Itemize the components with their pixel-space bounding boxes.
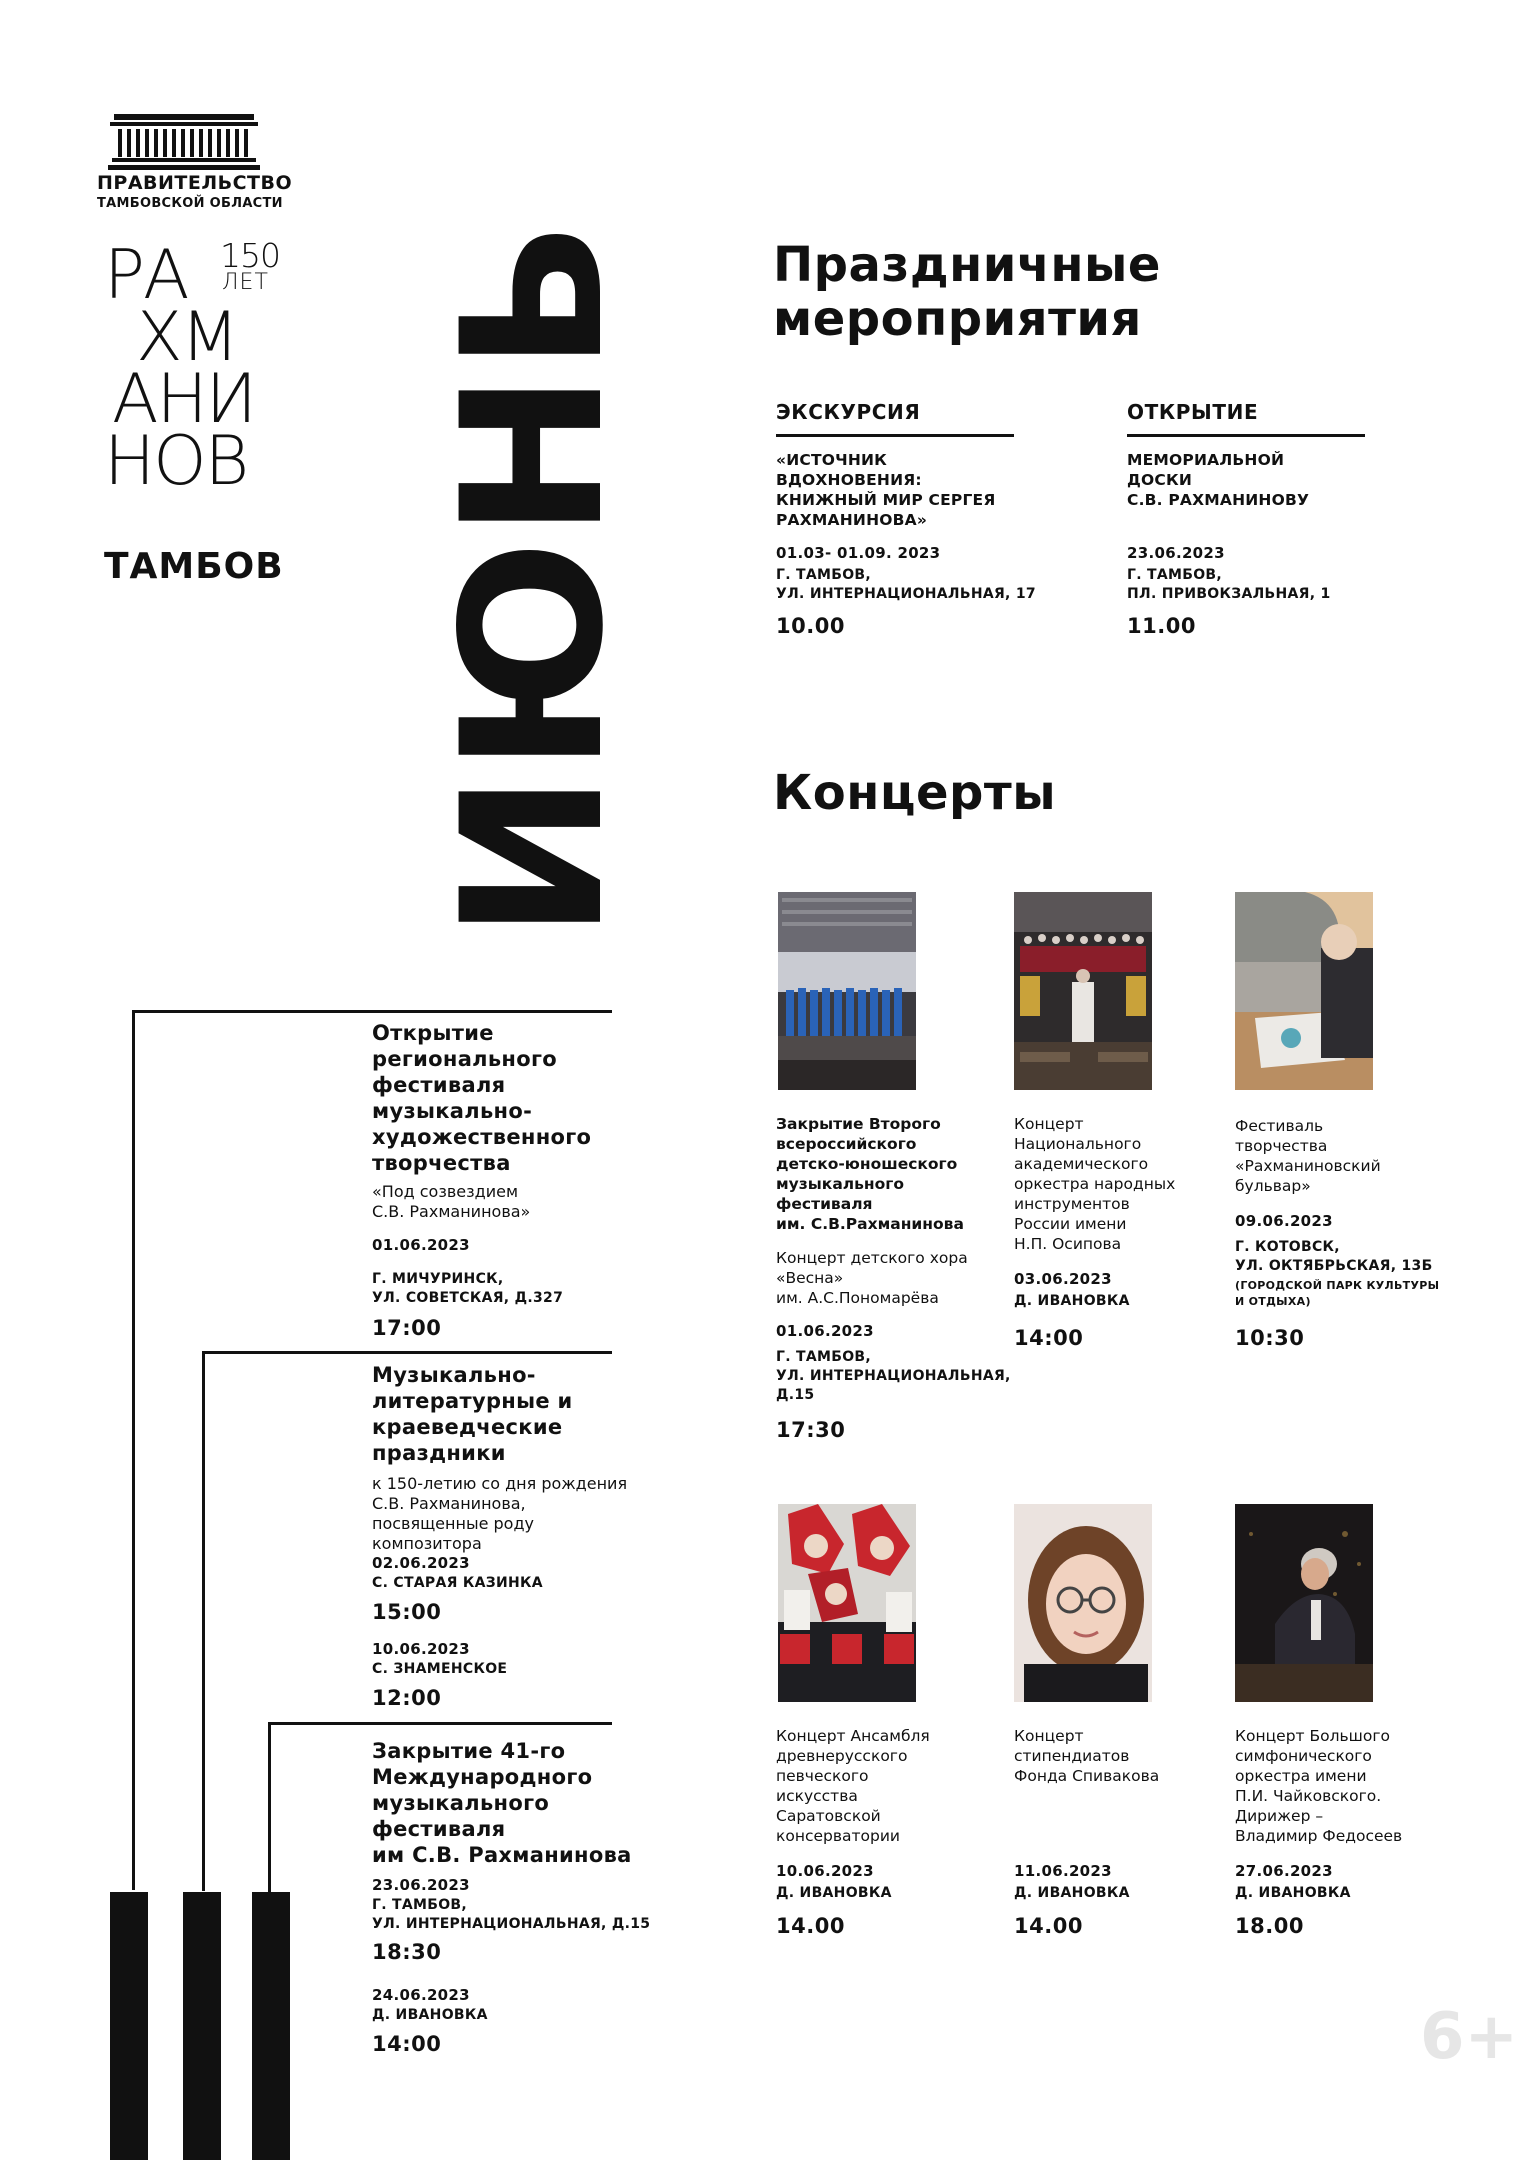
month-text: ИЮНЬ xyxy=(420,239,646,940)
title-line: Национального xyxy=(1014,1135,1142,1153)
title-line: оркестра народных xyxy=(1014,1175,1176,1193)
subtitle-line: к 150-летию со дня рождения xyxy=(372,1474,628,1493)
concert-date: 11.06.2023 xyxy=(1014,1862,1112,1880)
title-line: древнерусского xyxy=(776,1747,908,1765)
left-event-time-1: 15:00 xyxy=(372,1600,442,1624)
title-line: Концерт Ансамбля xyxy=(776,1727,930,1745)
title-line: фестиваля xyxy=(372,1817,506,1841)
concert-address xyxy=(1235,1884,1351,1903)
title-line: бульвар» xyxy=(1235,1177,1311,1195)
concert-title xyxy=(1014,1114,1175,1254)
concert-date: 01.06.2023 xyxy=(776,1322,874,1340)
piano-key-3 xyxy=(252,1892,290,2160)
title-line: музыкально- xyxy=(372,1099,533,1123)
concert-date: 27.06.2023 xyxy=(1235,1862,1333,1880)
subtitle-line: С.В. Рахманинова» xyxy=(372,1202,531,1221)
festive-heading: ОТКРЫТИЕ xyxy=(1127,400,1259,424)
concert-time: 18.00 xyxy=(1235,1914,1304,1938)
left-event-time-2: 12:00 xyxy=(372,1686,442,1710)
festive-text-line: ВДОХНОВЕНИЯ: xyxy=(776,471,922,489)
title-line: литературные и xyxy=(372,1389,573,1413)
address-line: Д. ИВАНОВКА xyxy=(1014,1293,1130,1309)
left-event-date: 01.06.2023 xyxy=(372,1236,470,1254)
festive-text-line: МЕМОРИАЛЬНОЙ xyxy=(1127,451,1285,469)
logo-row-4: НОВ xyxy=(104,422,248,501)
subtitle-line: Концерт детского хора xyxy=(776,1249,968,1267)
concert-address xyxy=(1235,1238,1433,1276)
festive-underline xyxy=(1127,434,1365,437)
concert-photo-conductor xyxy=(1235,1504,1373,1702)
years-word: ЛЕТ xyxy=(222,270,269,295)
concerts-title: Концерты xyxy=(773,765,1057,821)
title-line: Фестиваль xyxy=(1235,1117,1324,1135)
festive-text-line: С.В. РАХМАНИНОВУ xyxy=(1127,491,1310,509)
timeline-vline-2 xyxy=(202,1351,205,1891)
concert-time: 17:30 xyxy=(776,1418,846,1442)
years-number: 150 xyxy=(220,236,280,275)
timeline-hline-1 xyxy=(132,1010,612,1013)
left-event-place-1: С. СТАРАЯ КАЗИНКА xyxy=(372,1575,543,1591)
title-line: певческого xyxy=(776,1767,869,1785)
logo-row-2: ХМ xyxy=(136,298,238,377)
title-line: Владимир Федосеев xyxy=(1235,1827,1403,1845)
city-name: ТАМБОВ xyxy=(104,546,284,587)
left-event-title xyxy=(372,1362,573,1466)
festive-address xyxy=(776,566,1036,604)
timeline-vline-3 xyxy=(268,1722,271,1892)
left-event-date-2: 24.06.2023 xyxy=(372,1986,470,2004)
address-line: Д.15 xyxy=(776,1387,815,1403)
left-event-address xyxy=(372,1270,563,1308)
festive-text xyxy=(776,450,995,530)
address-line: Г. КОТОВСК, xyxy=(1235,1239,1340,1255)
title-line: искусства xyxy=(776,1787,858,1805)
concert-date: 03.06.2023 xyxy=(1014,1270,1112,1288)
address-line: Д. ИВАНОВКА xyxy=(1235,1885,1351,1901)
title-line: им. С.В.Рахманинова xyxy=(776,1215,964,1233)
month-vertical-title xyxy=(420,220,646,940)
festive-text-line: «ИСТОЧНИК xyxy=(776,451,888,469)
gov-title-line1: ПРАВИТЕЛЬСТВО xyxy=(97,172,293,194)
title-line: творчества xyxy=(372,1151,511,1175)
subtitle-line: «Весна» xyxy=(776,1269,844,1287)
title-line: художественного xyxy=(372,1125,592,1149)
title-line: стипендиатов xyxy=(1014,1747,1130,1765)
subtitle-line: «Под созвездием xyxy=(372,1182,519,1201)
address-line: ПЛ. ПРИВОКЗАЛЬНАЯ, 1 xyxy=(1127,586,1331,602)
address-line: УЛ. СОВЕТСКАЯ, Д.327 xyxy=(372,1290,564,1306)
title-line: Открытие xyxy=(372,1021,494,1045)
address-line: Г. МИЧУРИНСК, xyxy=(372,1271,504,1287)
left-event-date-1: 02.06.2023 xyxy=(372,1554,470,1572)
festive-time: 10.00 xyxy=(776,614,845,638)
subtitle-line: С.В. Рахманинова, xyxy=(372,1494,526,1513)
address-line: УЛ. ИНТЕРНАЦИОНАЛЬНАЯ, Д.15 xyxy=(372,1916,651,1932)
title-line: оркестра имени xyxy=(1235,1767,1367,1785)
left-event-title xyxy=(372,1020,591,1176)
title-line: Н.П. Осипова xyxy=(1014,1235,1122,1253)
concert-time: 14.00 xyxy=(776,1914,845,1938)
title-line: праздники xyxy=(372,1441,506,1465)
note-line: И ОТДЫХА) xyxy=(1235,1295,1311,1308)
address-line: Д. ИВАНОВКА xyxy=(776,1885,892,1901)
concert-title xyxy=(776,1726,930,1846)
concert-address xyxy=(1014,1292,1130,1311)
festive-heading: ЭКСКУРСИЯ xyxy=(776,400,921,424)
age-rating-badge: 6+ xyxy=(1420,2000,1519,2074)
title-line: Концерт xyxy=(1014,1727,1084,1745)
festive-address xyxy=(1127,566,1331,604)
subtitle-line: им. А.С.Пономарёва xyxy=(776,1289,939,1307)
concert-photo-girl xyxy=(1014,1504,1152,1702)
address-line: Г. ТАМБОВ, xyxy=(1127,567,1222,583)
concert-address xyxy=(776,1348,1011,1405)
title-line: «Рахманиновский xyxy=(1235,1157,1381,1175)
concert-time: 14:00 xyxy=(1014,1326,1084,1350)
title-line: Концерт xyxy=(1014,1115,1084,1133)
piano-key-1 xyxy=(110,1892,148,2160)
title-line: П.И. Чайковского. xyxy=(1235,1787,1382,1805)
festive-text-line: КНИЖНЫЙ МИР СЕРГЕЯ xyxy=(776,491,996,509)
gov-title-line2: ТАМБОВСКОЙ ОБЛАСТИ xyxy=(97,196,283,211)
title-line: им С.В. Рахманинова xyxy=(372,1843,632,1867)
concert-time: 14.00 xyxy=(1014,1914,1083,1938)
title-line: регионального xyxy=(372,1047,557,1071)
concert-photo-ensemble xyxy=(778,1504,916,1702)
piano-key-2 xyxy=(183,1892,221,2160)
concert-photo-child-drawing xyxy=(1235,892,1373,1090)
concert-date: 10.06.2023 xyxy=(776,1862,874,1880)
left-event-place-2: С. ЗНАМЕНСКОЕ xyxy=(372,1661,508,1677)
address-line: Г. ТАМБОВ, xyxy=(372,1897,467,1913)
concert-date: 09.06.2023 xyxy=(1235,1212,1333,1230)
title-line: фестиваля xyxy=(372,1073,506,1097)
title-line: Закрытие 41-го xyxy=(372,1739,566,1763)
timeline-hline-3 xyxy=(268,1722,612,1725)
left-event-place-2: Д. ИВАНОВКА xyxy=(372,2007,488,2023)
concert-note xyxy=(1235,1278,1439,1310)
title-line: Закрытие Второго xyxy=(776,1115,941,1133)
left-event-subtitle xyxy=(372,1182,530,1222)
festive-underline xyxy=(776,434,1014,437)
concert-photo-orchestra xyxy=(1014,892,1152,1090)
timeline-vline-1 xyxy=(132,1010,135,1890)
concert-photo-choir xyxy=(778,892,916,1090)
title-line: творчества xyxy=(1235,1137,1328,1155)
concert-title xyxy=(1235,1726,1402,1846)
title-line: Дирижер – xyxy=(1235,1807,1324,1825)
concert-time: 10:30 xyxy=(1235,1326,1305,1350)
address-line: Г. ТАМБОВ, xyxy=(776,567,871,583)
address-line: Г. ТАМБОВ, xyxy=(776,1349,871,1365)
concert-title xyxy=(776,1114,964,1234)
address-line: Д. ИВАНОВКА xyxy=(1014,1885,1130,1901)
government-building-icon xyxy=(108,112,260,172)
left-event-date-2: 10.06.2023 xyxy=(372,1640,470,1658)
left-event-time: 17:00 xyxy=(372,1316,442,1340)
title-line: музыкального xyxy=(372,1791,550,1815)
left-event-time-2: 14:00 xyxy=(372,2032,442,2056)
title-line: инструментов xyxy=(1014,1195,1130,1213)
left-event-address-1 xyxy=(372,1896,650,1934)
title-line: Саратовской xyxy=(776,1807,881,1825)
title-line: музыкального xyxy=(776,1175,905,1193)
note-line: (ГОРОДСКОЙ ПАРК КУЛЬТУРЫ xyxy=(1235,1279,1440,1292)
title-line: фестиваля xyxy=(776,1195,873,1213)
festive-text xyxy=(1127,450,1309,510)
address-line: УЛ. ИНТЕРНАЦИОНАЛЬНАЯ, 17 xyxy=(776,586,1036,602)
title-line: симфонического xyxy=(1235,1747,1372,1765)
subtitle-line: посвященные роду xyxy=(372,1514,534,1533)
concert-title xyxy=(1235,1116,1381,1196)
concert-title xyxy=(1014,1726,1159,1786)
timeline-hline-2 xyxy=(202,1351,612,1354)
festive-date: 01.03- 01.09. 2023 xyxy=(776,544,941,562)
title-line: академического xyxy=(1014,1155,1149,1173)
left-event-subtitle xyxy=(372,1474,627,1554)
title-line: Международного xyxy=(372,1765,593,1789)
concert-address xyxy=(776,1884,892,1903)
concert-address xyxy=(1014,1884,1130,1903)
title-line: консерватории xyxy=(776,1827,901,1845)
festive-text-line: ДОСКИ xyxy=(1127,471,1192,489)
title-line: детско-юношеского xyxy=(776,1155,958,1173)
subtitle-line: композитора xyxy=(372,1534,482,1553)
festive-title-line2: мероприятия xyxy=(773,291,1142,347)
address-line: УЛ. ОКТЯБРЬСКАЯ, 13Б xyxy=(1235,1258,1433,1274)
logo-row-1: РА xyxy=(104,236,188,315)
title-line: Концерт Большого xyxy=(1235,1727,1390,1745)
left-event-date-1: 23.06.2023 xyxy=(372,1876,470,1894)
concert-subtitle xyxy=(776,1248,968,1308)
festive-time: 11.00 xyxy=(1127,614,1196,638)
title-line: России имени xyxy=(1014,1215,1127,1233)
festive-date: 23.06.2023 xyxy=(1127,544,1225,562)
address-line: УЛ. ИНТЕРНАЦИОНАЛЬНАЯ, xyxy=(776,1368,1011,1384)
festive-text-line: РАХМАНИНОВА» xyxy=(776,511,928,529)
title-line: Фонда Спивакова xyxy=(1014,1767,1160,1785)
logo-row-3: АНИ xyxy=(112,360,255,439)
left-event-time-1: 18:30 xyxy=(372,1940,442,1964)
title-line: Музыкально- xyxy=(372,1363,536,1387)
title-line: всероссийского xyxy=(776,1135,917,1153)
left-event-title xyxy=(372,1738,632,1868)
festive-title-line1: Праздничные xyxy=(773,237,1161,293)
title-line: краеведческие xyxy=(372,1415,563,1439)
